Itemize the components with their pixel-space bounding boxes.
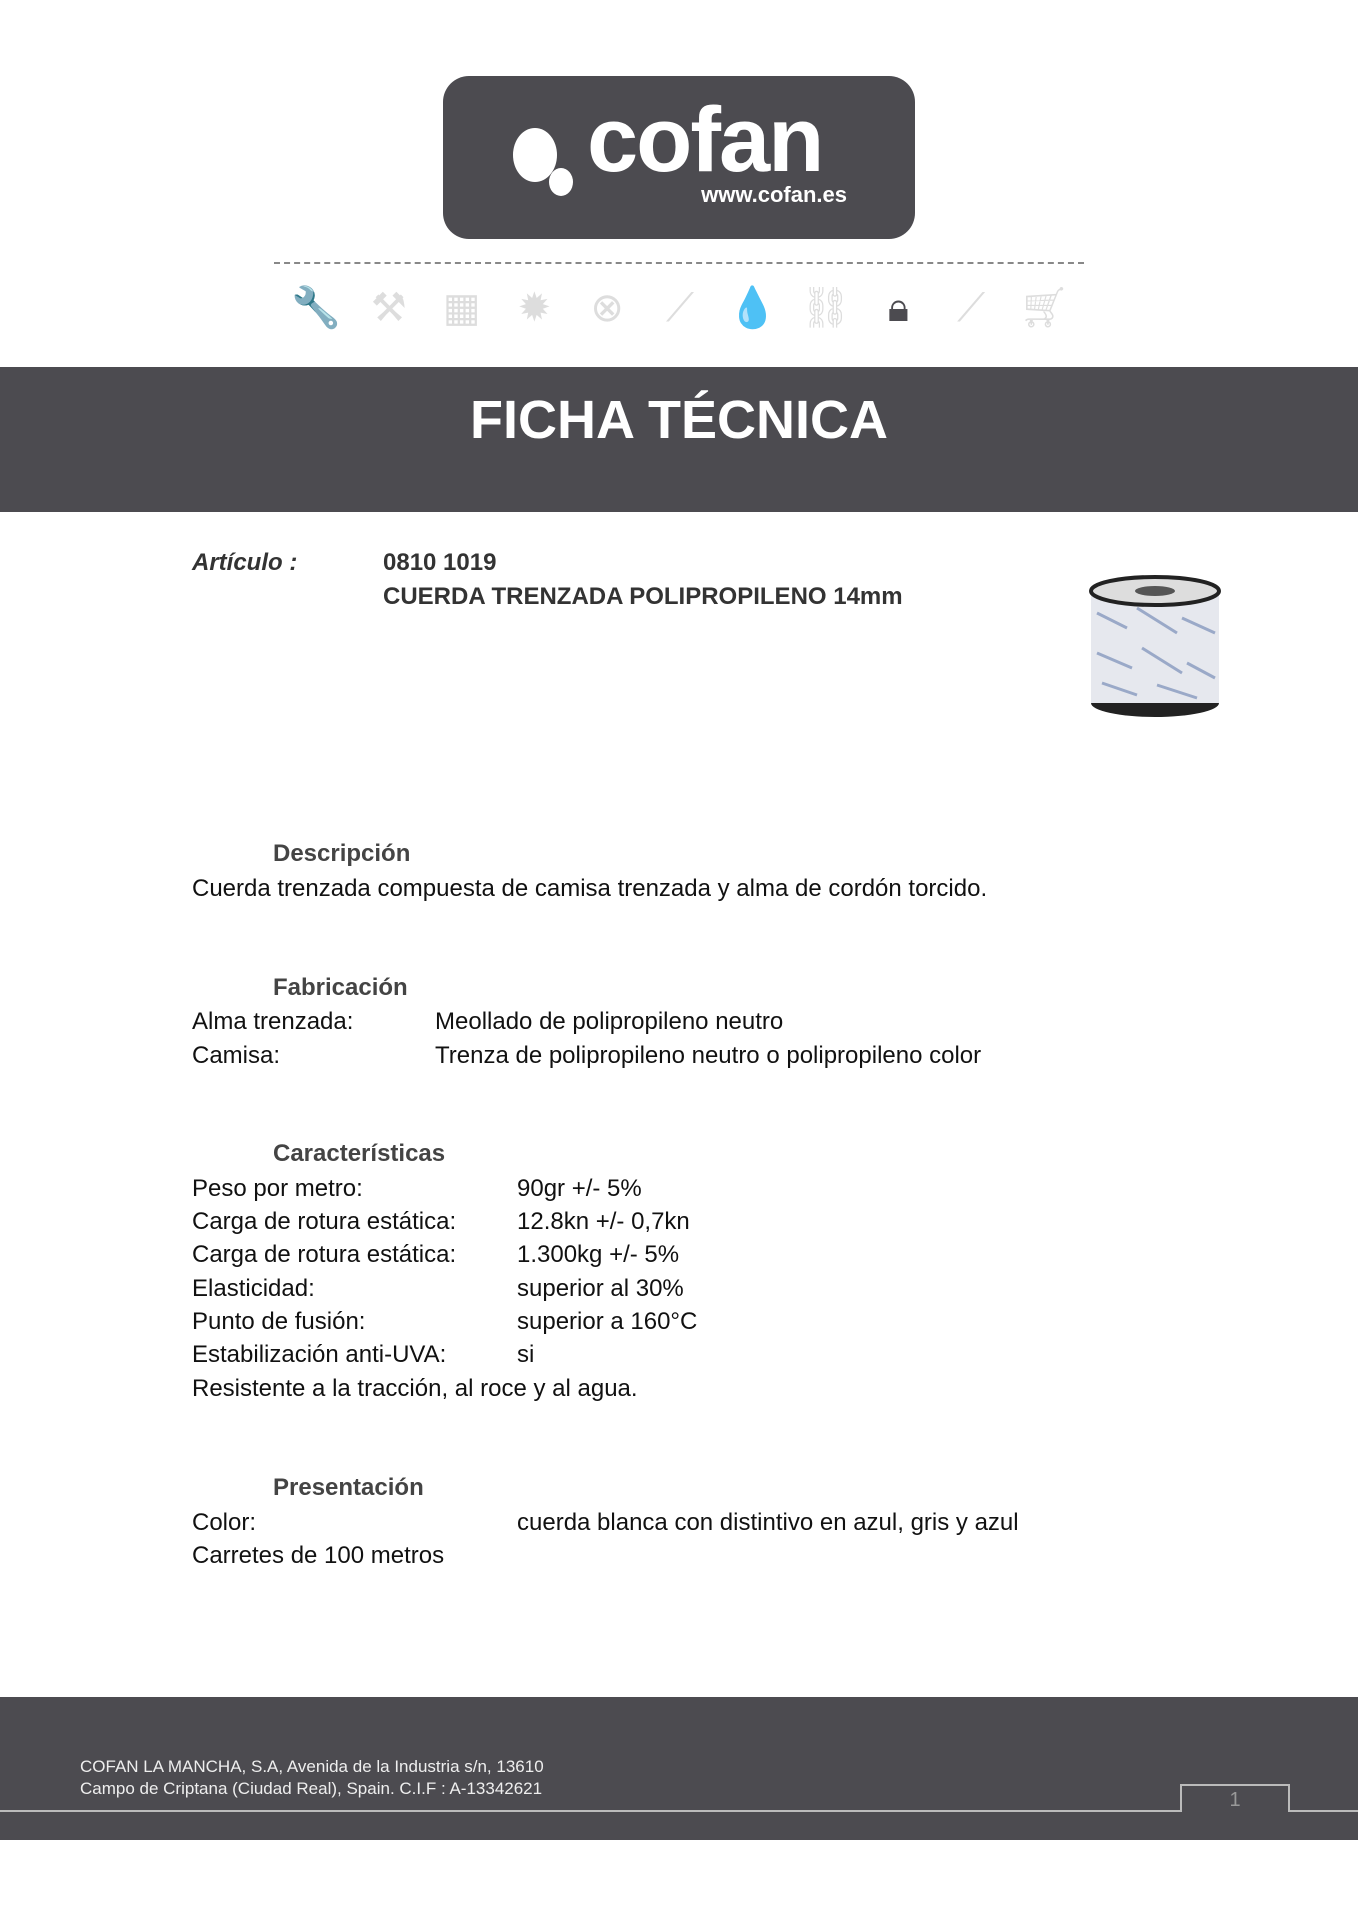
cutting-disc-icon: ⊗ [590, 286, 624, 330]
char-value: 12.8kn +/- 0,7kn [517, 1208, 690, 1235]
cofan-logo [443, 76, 915, 239]
char-label: Peso por metro: [192, 1175, 363, 1202]
wrench-icon: 🔧 [291, 286, 341, 330]
article-label: Artículo : [192, 549, 298, 576]
section-heading-descripcion: Descripción [273, 840, 411, 867]
char-label: Carga de rotura estática: [192, 1241, 457, 1268]
char-value: 90gr +/- 5% [517, 1175, 642, 1202]
vest-icon: ▦ [442, 286, 481, 330]
chain-icon: ⛓ [800, 286, 851, 330]
char-value: 1.300kg +/- 5% [517, 1241, 680, 1268]
section-heading-fabricacion: Fabricación [273, 974, 408, 1001]
fab-value: Meollado de polipropileno neutro [435, 1008, 784, 1035]
char-label: Estabilización anti-UVA: [192, 1341, 447, 1368]
section-heading-presentacion: Presentación [273, 1474, 424, 1501]
char-label: Elasticidad: [192, 1275, 315, 1302]
footer-line [0, 1810, 1180, 1812]
tape-icon: ⟋ [665, 286, 694, 330]
fab-label: Alma trenzada: [192, 1008, 354, 1035]
drop-icon: 💧 [727, 286, 778, 330]
padlock-icon: 🔒︎ [887, 286, 910, 330]
divider [274, 262, 1084, 264]
footer-address-1: COFAN LA MANCHA, S.A, Avenida de la Industria s/n, 13610 [80, 1757, 544, 1776]
logo-url: www.cofan.es [701, 182, 847, 207]
footer-line [1288, 1810, 1358, 1812]
char-value: superior al 30% [517, 1275, 684, 1302]
drill-icon: ⚒ [370, 286, 407, 330]
char-value: superior a 160°C [517, 1308, 698, 1335]
footer-address-2: Campo de Criptana (Ciudad Real), Spain. C.I.F : A-13342621 [80, 1779, 543, 1798]
pres-value: cuerda blanca con distintivo en azul, gris y azul [517, 1509, 1019, 1536]
fab-value: Trenza de polipropileno neutro o polipropileno color [435, 1042, 982, 1069]
char-note: Resistente a la tracción, al roce y al agua. [192, 1375, 638, 1402]
trowel-icon: ⟋ [957, 286, 986, 330]
char-value: si [517, 1341, 535, 1368]
pres-note: Carretes de 100 metros [192, 1542, 445, 1569]
page-title: FICHA TÉCNICA [470, 390, 888, 450]
pres-label: Color: [192, 1509, 257, 1536]
descripcion-text: Cuerda trenzada compuesta de camisa trenzada y alma de cordón torcido. [192, 875, 988, 902]
title-band [0, 367, 1358, 512]
char-label: Punto de fusión: [192, 1308, 366, 1335]
article-code: 0810 1019 [383, 549, 497, 576]
fab-label: Camisa: [192, 1042, 281, 1069]
page-number: 1 [1180, 1784, 1290, 1812]
footer [0, 1697, 1358, 1840]
logo-brand: cofan [587, 89, 823, 191]
category-icons [290, 282, 1070, 334]
char-label: Carga de rotura estática: [192, 1208, 457, 1235]
product-image-rope-spool [1087, 573, 1223, 721]
cart-icon: 🛒︎ [1018, 286, 1070, 330]
article-name: CUERDA TRENZADA POLIPROPILENO 14mm [383, 583, 903, 610]
section-heading-caracteristicas: Características [273, 1140, 446, 1167]
saw-blade-icon: ✹ [517, 286, 552, 330]
